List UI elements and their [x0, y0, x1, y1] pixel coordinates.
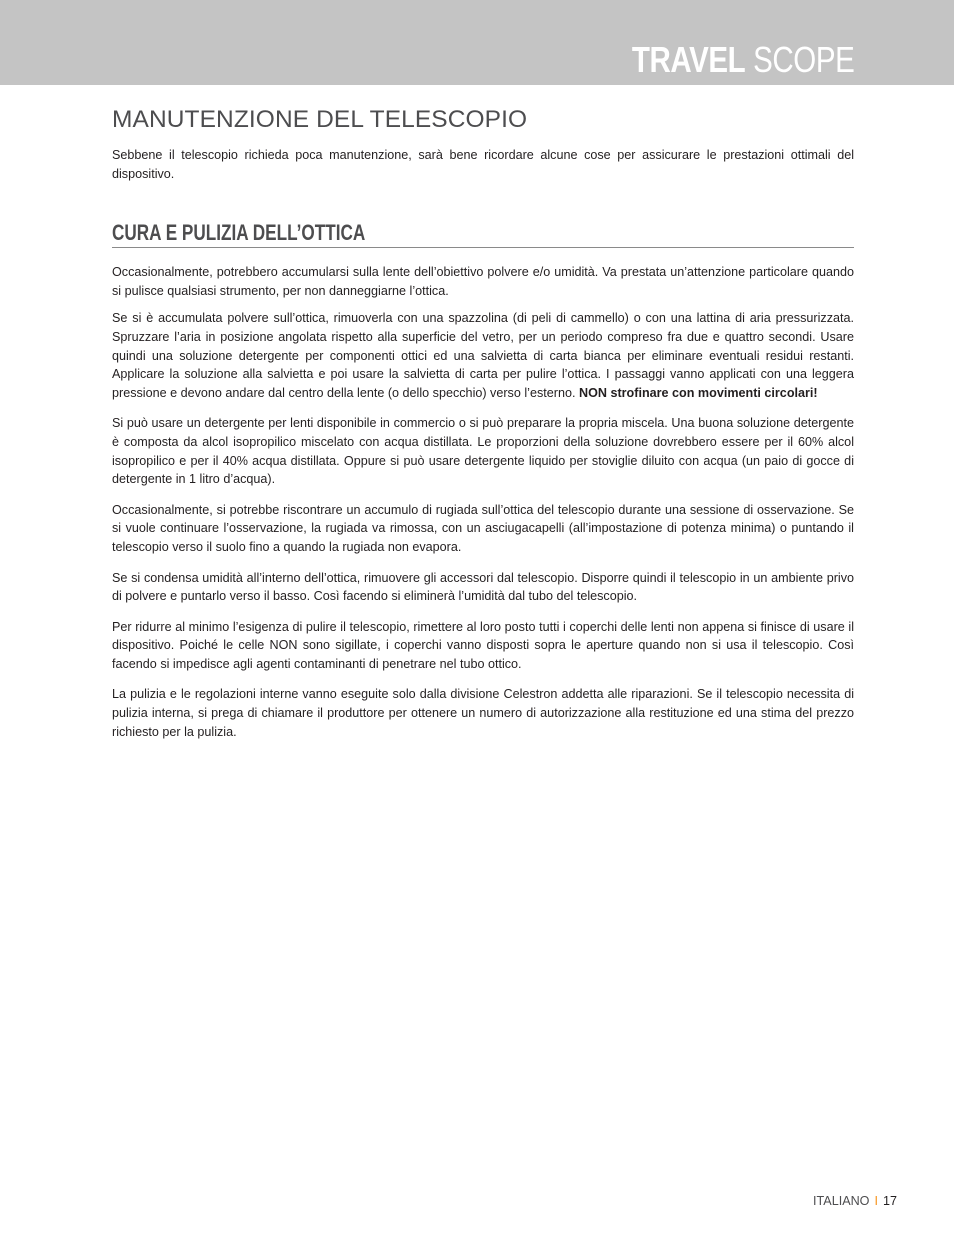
paragraph-lens-caps: Per ridurre al minimo l’esigenza di pulire il telescopio, rimettere al loro posto tutti i coperchi delle lenti non appena si finisce di usare il dispositivo. Poiché le celle NON sono sigillate, i coperchi vanno disposti sopra le aperture quando non si usa il telescopio. Così facendo si impedisce agli agenti contaminanti di penetrare nel tubo ottico. [112, 619, 854, 671]
brand-word-travel: TRAVEL [631, 39, 745, 80]
page-footer [813, 1192, 897, 1210]
page-title: MANUTENZIONE DEL TELESCOPIO [112, 106, 528, 133]
page-number: 17 [882, 1194, 897, 1208]
paragraph-cleaning-solution: Si può usare un detergente per lenti disponibile in commercio o si può preparare la propria miscela. Una buona soluzione detergente è composta da alcol isopropilico miscelato con acqua distillata. Le proporzioni della soluzione dovrebbero essere per il 60% alcol isopropilico e per il 40% acqua distillata. Oppure si può usare detergente liquido per stoviglie diluito con acqua (un paio di gocce di detergente in 1 litro d’acqua). [112, 416, 854, 487]
paragraph-dew: Occasionalmente, si potrebbe riscontrare un accumulo di rugiada sull’ottica del telescopio durante una sessione di osservazione. Se si vuole continuare l’osservazione, la rugiada va rimossa, con un asciugacapelli (all’impostazione di potenza minima) o puntando il telescopio verso il suolo fino a quando la rugiada non evapora. [112, 502, 854, 554]
paragraph-internal-cleaning: La pulizia e le regolazioni interne vanno eseguite solo dalla divisione Celestron addetta alle riparazioni. Se il telescopio necessita di pulizia interna, si prega di chiamare il produttore per ottenere un numero di autorizzazione alla restituzione ed una stima del prezzo richiesto per la pulizia. [112, 687, 854, 739]
paragraph-dust-removal-text: Se si è accumulata polvere sull’ottica, rimuoverla con una spazzolina (di peli di cammello) o con una lattina di aria pressurizzata. Spruzzare l’aria in posizione angolata rispetto alla superficie del vetro, per un periodo compreso fra due e quattro secondi. Usare quindi una soluzione detergente per componenti ottici ed una salvietta di carta bianca per eliminare eventuali residui restanti. Applicare la soluzione alla salvietta e poi usare la salvietta di carta per pulire l’ottica. I passaggi vanno applicati con una leggera pressione e devono andare dal centro della lente (o dello specchio) verso l’esterno. [112, 311, 854, 400]
footer-separator: I [874, 1194, 878, 1208]
paragraph-dust-removal [112, 309, 854, 402]
brand-logo [631, 40, 854, 80]
page-content [112, 104, 854, 741]
section-heading [112, 219, 854, 248]
header-band [0, 0, 954, 85]
paragraph-dust-moisture: Occasionalmente, potrebbero accumularsi sulla lente dell’obiettivo polvere e/o umidità. Va prestata un’attenzione particolare quando si pulisce qualsiasi strumento, per non danneggiarne l’ottica. [112, 265, 854, 298]
footer-language: ITALIANO [813, 1194, 870, 1208]
brand-word-scope: SCOPE [752, 39, 854, 80]
paragraph-internal-moisture: Se si condensa umidità all’interno dell’ottica, rimuovere gli accessori dal telescopio. Disporre quindi il telescopio in un ambiente privo di polvere e puntarlo verso il basso. Così facendo si eliminerà l’umidità dal tubo del telescopio. [112, 570, 854, 604]
section-heading-text: CURA E PULIZIA DELL’OTTICA [112, 220, 366, 246]
warning-no-circular-rubbing: NON strofinare con movimenti circolari! [578, 385, 818, 400]
intro-paragraph: Sebbene il telescopio richieda poca manutenzione, sarà bene ricordare alcune cose per assicurare le prestazioni ottimali del dispositivo. [112, 148, 854, 181]
